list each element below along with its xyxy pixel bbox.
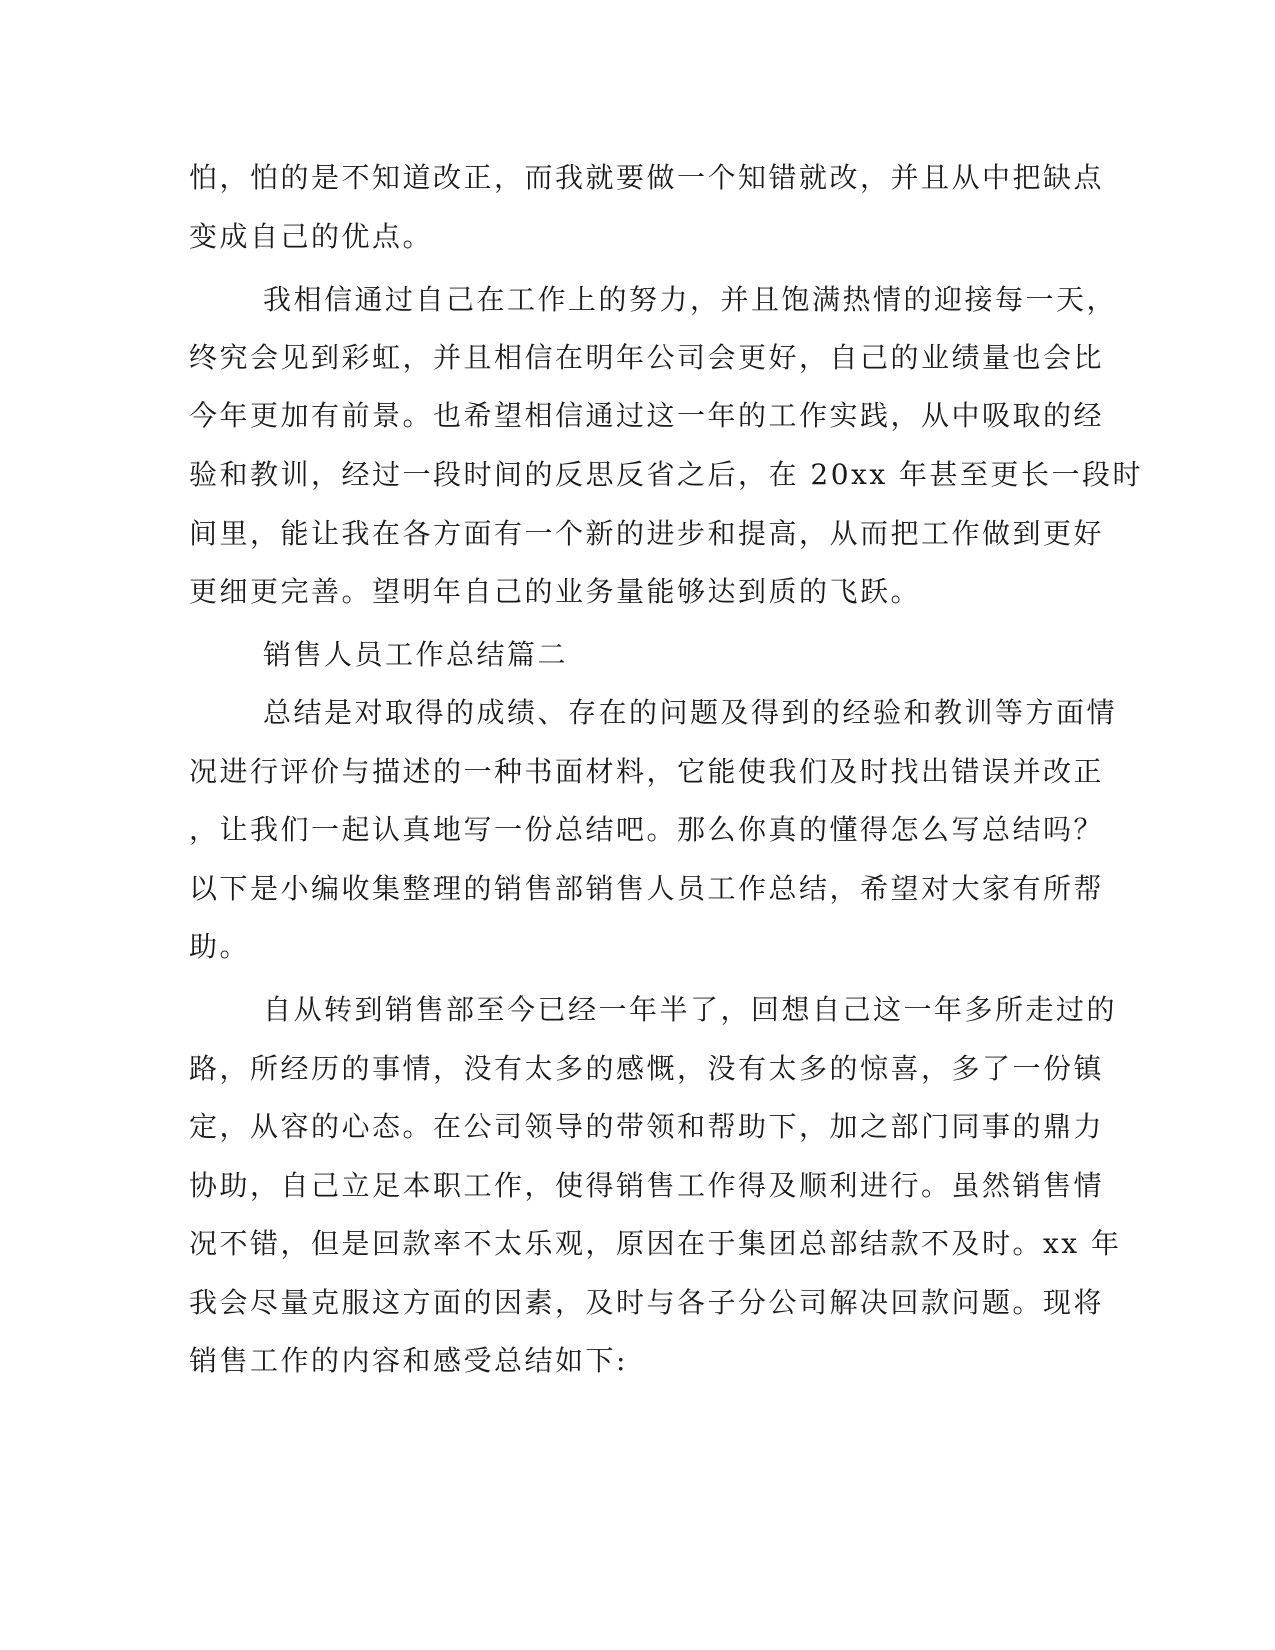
paragraph-line: 验和教训，经过一段时间的反思反省之后，在 20xx 年甚至更长一段时 [189, 458, 1144, 491]
paragraph-line: 定，从容的心态。在公司领导的带领和帮助下，加之部门同事的鼎力 [189, 1110, 1105, 1143]
paragraph-line: 助。 [189, 930, 251, 963]
paragraph-line: 况进行评价与描述的一种书面材料，它能使我们及时找出错误并改正 [189, 755, 1105, 788]
paragraph-line: 怕，怕的是不知道改正，而我就要做一个知错就改，并且从中把缺点 [189, 161, 1105, 194]
paragraph-line: 终究会见到彩虹，并且相信在明年公司会更好，自己的业绩量也会比 [189, 341, 1105, 374]
paragraph-line: 我会尽量克服这方面的因素，及时与各子分公司解决回款问题。现将 [189, 1286, 1105, 1319]
section-heading: 销售人员工作总结篇二 [263, 638, 569, 671]
paragraph-line: 间里，能让我在各方面有一个新的进步和提高，从而把工作做到更好 [189, 517, 1105, 550]
paragraph-line: 路，所经历的事情，没有太多的感慨，没有太多的惊喜，多了一份镇 [189, 1052, 1105, 1085]
paragraph-line: 协助，自己立足本职工作，使得销售工作得及顺利进行。虽然销售情 [189, 1169, 1105, 1202]
paragraph-line: 变成自己的优点。 [189, 220, 434, 253]
paragraph-line: 总结是对取得的成绩、存在的问题及得到的经验和教训等方面情 [263, 696, 1118, 729]
paragraph-line: 况不错，但是回款率不太乐观，原因在于集团总部结款不及时。xx 年 [189, 1227, 1122, 1260]
paragraph-line: 今年更加有前景。也希望相信通过这一年的工作实践，从中吸取的经 [189, 399, 1105, 432]
paragraph-line: 自从转到销售部至今已经一年半了，回想自己这一年多所走过的 [263, 993, 1118, 1026]
paragraph-line: 更细更完善。望明年自己的业务量能够达到质的飞跃。 [189, 575, 922, 608]
paragraph-line: 以下是小编收集整理的销售部销售人员工作总结，希望对大家有所帮 [189, 872, 1105, 905]
paragraph-line: ，让我们一起认真地写一份总结吧。那么你真的懂得怎么写总结吗？ [189, 813, 1105, 846]
paragraph-line: 销售工作的内容和感受总结如下: [189, 1344, 628, 1377]
paragraph-line: 我相信通过自己在工作上的努力，并且饱满热情的迎接每一天， [263, 283, 1118, 316]
